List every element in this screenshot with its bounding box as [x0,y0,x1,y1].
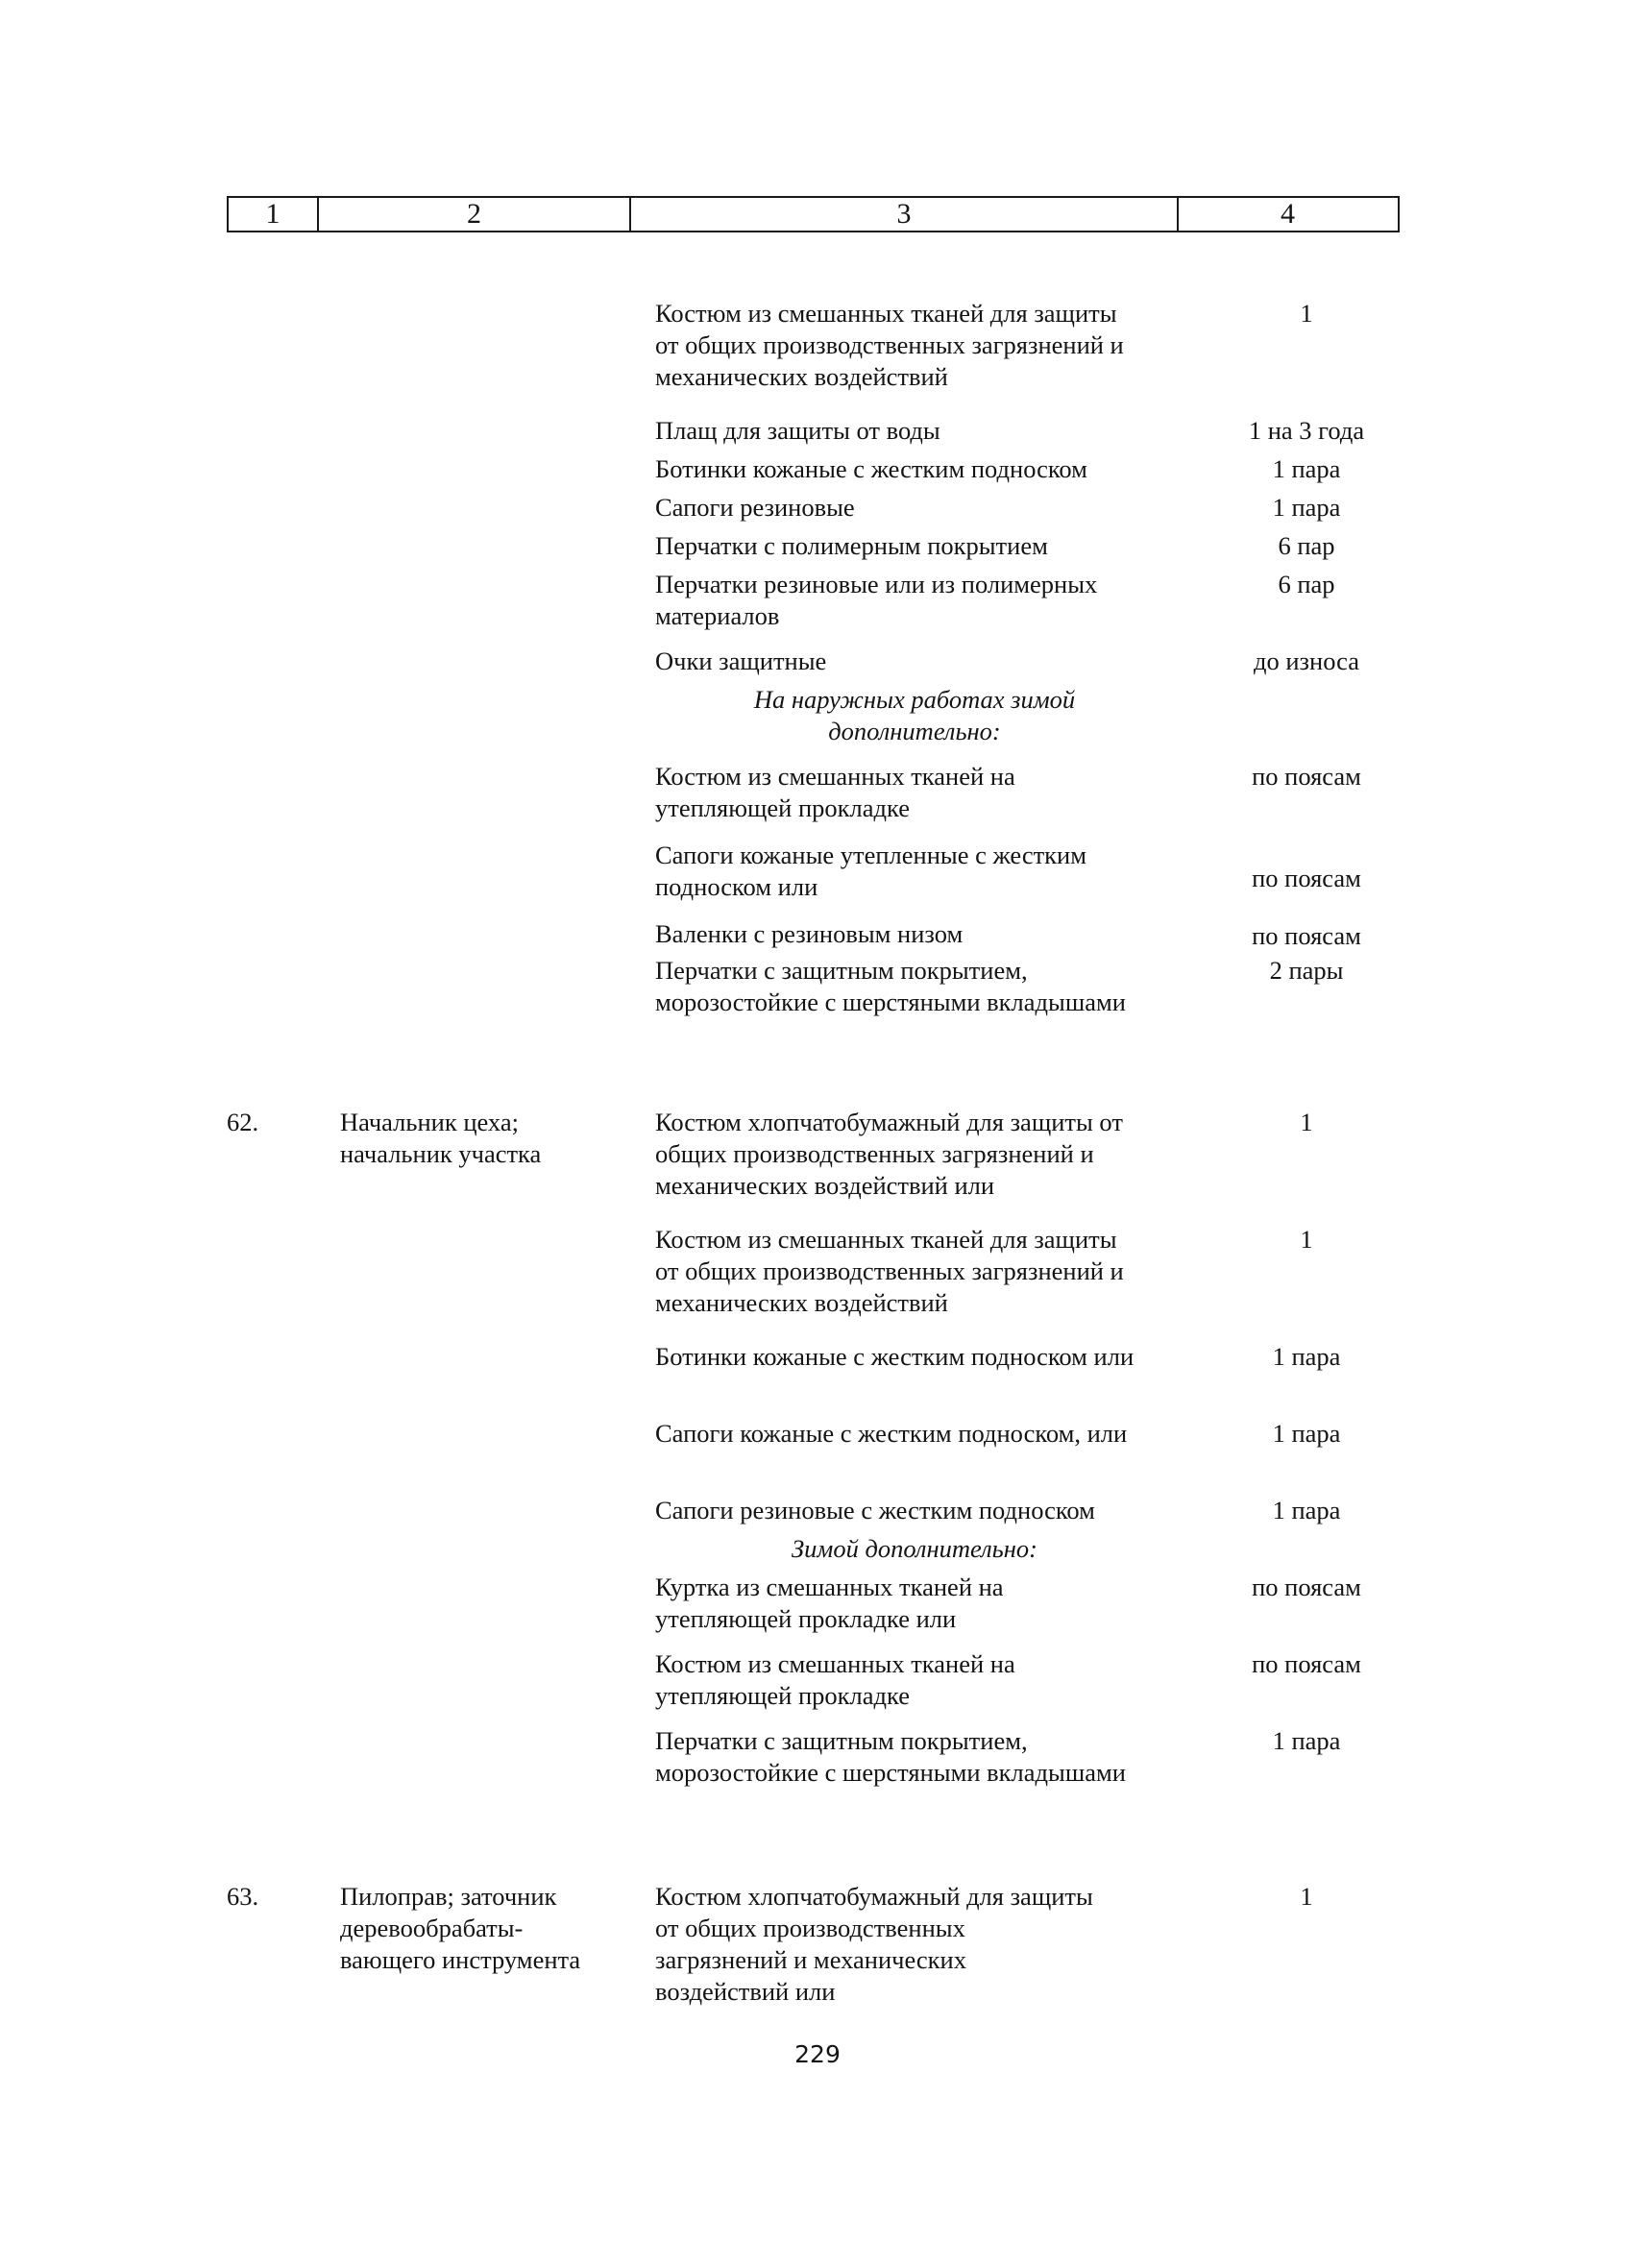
item-name: Сапоги кожаные утепленные с жестким подноском или [655,841,1087,901]
column-header-2: 2 [317,198,629,231]
entry-number: 63. [227,1882,259,1911]
item-name: Перчатки с защитным покрытием, морозостойкие с шерстяными вкладышами [655,956,1126,1016]
column-header-1: 1 [265,198,281,230]
profession-name: Пилоправ; заточник деревообрабаты- вающего инструмента [340,1882,581,1974]
item-name: Ботинки кожаные с жестким подноском или [655,1342,1135,1371]
item-name: Сапоги кожаные с жестким подноском, или [655,1419,1128,1448]
item-qty: 6 пар [1278,570,1335,598]
section-subheading: Зимой дополнительно: [792,1534,1037,1563]
item-name: Костюм хлопчатобумажный для защиты от общих производственных загрязнений и механических воздействий или [655,1108,1123,1200]
item-name: Костюм из смешанных тканей на утепляющей прокладке [655,1649,1015,1710]
column-header-4: 4 [1177,198,1397,231]
item-name: Плащ для защиты от воды [655,416,940,445]
item-name: Костюм из смешанных тканей для защиты от общих производственных загрязнений и механических воздействий [655,1225,1124,1317]
item-qty: 1 [1300,1225,1313,1254]
item-qty: 1 пара [1272,1496,1341,1524]
item-name: Очки защитные [655,646,827,675]
item-qty: по поясам [1252,1573,1361,1601]
entry-number: 62. [227,1108,259,1136]
item-qty: 1 пара [1272,1342,1341,1371]
item-name: Перчатки с полимерным покрытием [655,531,1048,560]
item-name: Костюм из смешанных тканей на утепляющей прокладке [655,762,1015,822]
item-qty: 1 пара [1272,454,1341,483]
item-name: Сапоги резиновые [655,493,855,522]
profession-name: Начальник цеха; начальник участка [340,1108,542,1168]
item-name: Костюм из смешанных тканей для защиты от общих производственных загрязнений и механических воздействий [655,299,1124,391]
column-header-3: 3 [629,198,1177,231]
item-qty: по поясам [1252,1649,1361,1678]
item-qty: по поясам [1252,864,1361,892]
item-qty: 2 пары [1269,956,1344,985]
item-qty: 6 пар [1278,531,1335,560]
item-qty: по поясам [1252,921,1361,950]
item-name: Валенки с резиновым низом [655,919,964,948]
item-name: Ботинки кожаные с жестким подноском [655,454,1087,483]
item-qty: по поясам [1252,762,1361,791]
item-name: Костюм хлопчатобумажный для защиты от общих производственных загрязнений и механических воздействий или [655,1882,1093,2006]
item-name: Перчатки резиновые или из полимерных материалов [655,570,1098,630]
column-header-row [227,196,1400,232]
item-name: Куртка из смешанных тканей на утепляющей прокладке или [655,1573,1004,1633]
item-qty: 1 [1300,299,1313,328]
item-qty: до износа [1254,646,1359,675]
item-qty: 1 пара [1272,493,1341,522]
item-qty: 1 [1300,1882,1313,1911]
item-qty: 1 пара [1272,1726,1341,1755]
item-qty: 1 на 3 года [1248,416,1365,445]
item-qty: 1 [1300,1108,1313,1136]
item-qty: 1 пара [1272,1419,1341,1448]
item-name: Сапоги резиновые с жестким подноском [655,1496,1095,1524]
item-name: Перчатки с защитным покрытием, морозостойкие с шерстяными вкладышами [655,1726,1126,1787]
page-number: 229 [794,2040,841,2068]
section-subheading: На наружных работах зимой дополнительно: [753,685,1076,745]
